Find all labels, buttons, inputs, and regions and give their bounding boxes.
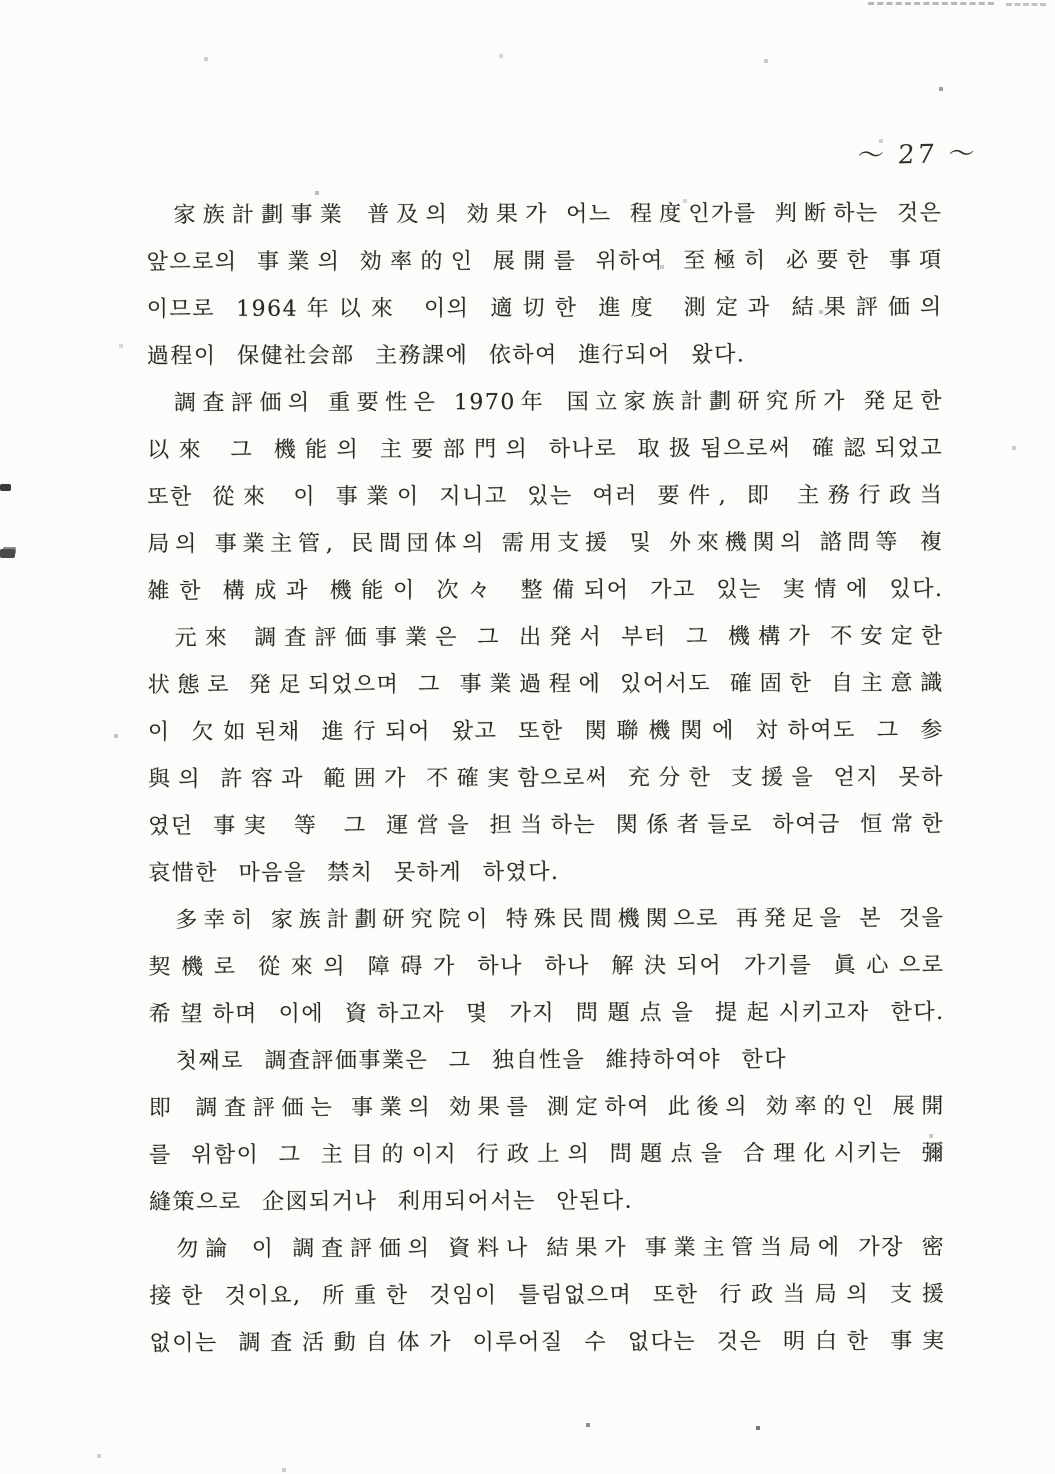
- text-line: 過程이 保健社会部 主務課에 依하여 進行되어 왔다.: [146, 342, 746, 370]
- text-line: 接한 것이요, 所重한 것임이 틀림없으며 또한 行政当局의 支援: [149, 1281, 946, 1310]
- text-line: 雑한 構成과 機能이 次々 整備되어 가고 있는 実情에 있다.: [147, 576, 944, 605]
- text-line: 家族計劃事業 普及의 効果가 어느 程度인가를 判断하는 것은: [173, 200, 943, 228]
- text-line: 状態로 発足되었으며 그 事業過程에 있어서도 確固한 自主意識: [147, 670, 944, 699]
- scan-noise-speckles: [0, 0, 2, 2]
- document-text-block: [146, 190, 945, 1367]
- left-edge-ink-mark: [0, 549, 15, 558]
- text-line: 希望하며 이에 資하고자 몇 가지 問題点을 提起시키고자 한다.: [148, 999, 945, 1028]
- text-line: 縫策으로 企図되거나 利用되어서는 안된다.: [149, 1188, 634, 1216]
- text-line: 即 調査評価는 事業의 効果를 測定하여 此後의 効率的인 展開: [148, 1093, 945, 1122]
- text-line: 없이는 調査活動自体가 이루어질 수 없다는 것은 明白한 事実: [149, 1328, 946, 1357]
- top-edge-scan-artifact-short: [1006, 3, 1046, 6]
- text-line: 勿論 이 調査評価의 資料나 結果가 事業主管当局에 가장 密: [176, 1234, 946, 1262]
- text-line: 哀惜한 마음을 禁치 못하게 하였다.: [148, 859, 560, 887]
- text-line: 以來 그 機能의 主要部門의 하나로 取扱됨으로써 確認되었고: [147, 435, 944, 464]
- text-line: 앞으로의 事業의 効率的인 展開를 위하여 至極히 必要한 事項: [146, 247, 943, 276]
- text-line: 局의 事業主管, 民間団体의 需用支援 및 外來機関의 諮問等 複: [147, 529, 944, 558]
- text-line: 與의 許容과 範囲가 不確実함으로써 充分한 支援을 얻지 못하: [147, 764, 945, 793]
- text-line: 契機로 從來의 障碍가 하나 하나 解決되어 가기를 眞心으로: [148, 952, 945, 981]
- text-line: 를 위함이 그 主目的이지 行政上의 問題点을 合理化시키는 彌: [148, 1140, 946, 1169]
- text-line: 多幸히 家族計劃研究院이 特殊民間機関으로 再発足을 본 것을: [175, 905, 945, 933]
- text-line: 또한 從來 이 事業이 지니고 있는 여러 要件, 即 主務行政当: [147, 482, 944, 511]
- text-line: 였던 事実 等 그 運営을 担当하는 関係者들로 하여금 恒常한: [148, 811, 945, 840]
- text-line: 첫째로 調査評価事業은 그 独自性을 維持하여야 한다: [175, 1047, 788, 1074]
- text-line: 調査評価의 重要性은 1970年 国立家族計劃研究所가 発足한: [173, 388, 944, 416]
- left-edge-ink-mark: [0, 484, 11, 491]
- text-line: 元來 調査評価事業은 그 出発서 부터 그 機構가 不安定한: [174, 623, 944, 651]
- top-edge-scan-artifact: [868, 2, 994, 5]
- text-line: 이므로 1964年以來 이의 適切한 進度 測定과 結果評価의: [146, 294, 943, 323]
- page-number: ～ 27 ～: [856, 138, 979, 172]
- text-line: 이 欠如된채 進行되어 왔고 또한 関聯機関에 対하여도 그 参: [147, 717, 944, 746]
